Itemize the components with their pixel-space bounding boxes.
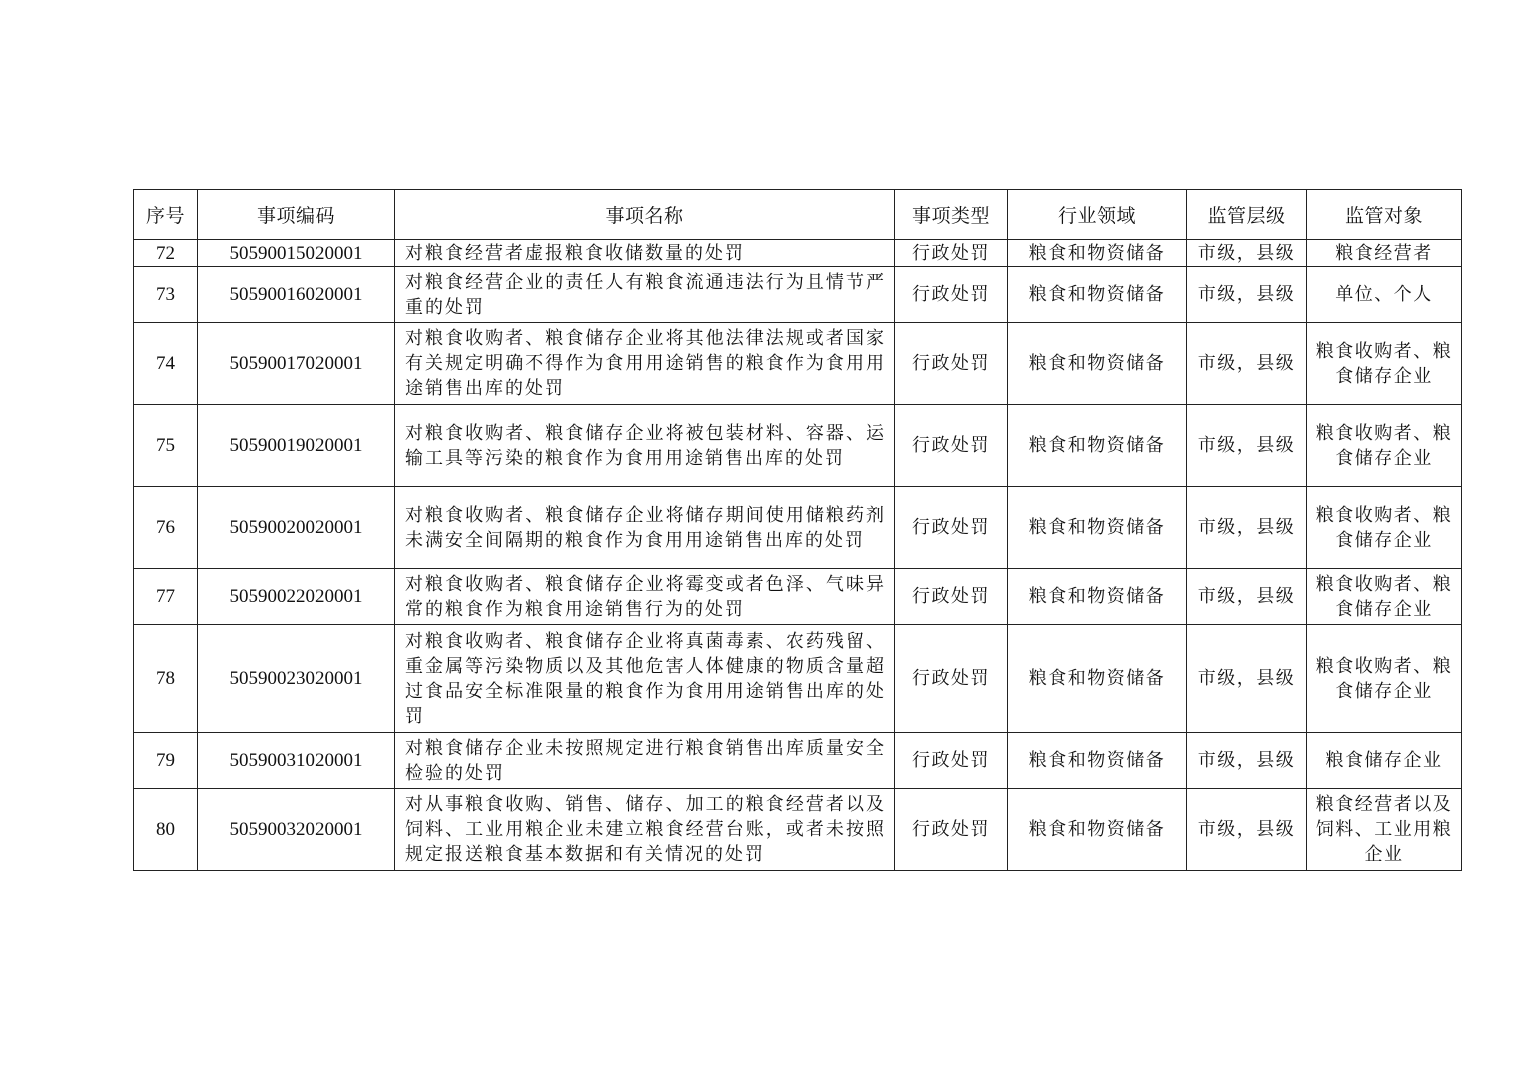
cell-type: 行政处罚 — [895, 405, 1008, 487]
cell-code: 50590032020001 — [198, 789, 395, 871]
table-row — [134, 487, 1462, 569]
cell-seq: 72 — [134, 240, 198, 267]
header-level: 监管层级 — [1187, 190, 1307, 240]
cell-target: 粮食经营者以及饲料、工业用粮企业 — [1307, 789, 1462, 871]
cell-code: 50590022020001 — [198, 569, 395, 625]
cell-level: 市级，县级 — [1187, 323, 1307, 405]
cell-domain: 粮食和物资储备 — [1008, 487, 1187, 569]
cell-code: 50590020020001 — [198, 487, 395, 569]
cell-code: 50590016020001 — [198, 267, 395, 323]
header-name: 事项名称 — [395, 190, 895, 240]
cell-level: 市级，县级 — [1187, 487, 1307, 569]
cell-domain: 粮食和物资储备 — [1008, 789, 1187, 871]
table-body — [134, 240, 1462, 871]
cell-name: 对粮食收购者、粮食储存企业将其他法律法规或者国家有关规定明确不得作为食用用途销售的粮食作为食用用途销售出库的处罚 — [395, 323, 895, 405]
cell-level: 市级，县级 — [1187, 789, 1307, 871]
table-row — [134, 569, 1462, 625]
cell-seq: 78 — [134, 625, 198, 733]
cell-name: 对从事粮食收购、销售、储存、加工的粮食经营者以及饲料、工业用粮企业未建立粮食经营台账，或者未按照规定报送粮食基本数据和有关情况的处罚 — [395, 789, 895, 871]
cell-target: 粮食收购者、粮食储存企业 — [1307, 487, 1462, 569]
cell-seq: 80 — [134, 789, 198, 871]
cell-code: 50590017020001 — [198, 323, 395, 405]
cell-domain: 粮食和物资储备 — [1008, 405, 1187, 487]
table-row — [134, 733, 1462, 789]
cell-level: 市级，县级 — [1187, 405, 1307, 487]
cell-target: 粮食收购者、粮食储存企业 — [1307, 405, 1462, 487]
cell-name: 对粮食经营者虚报粮食收储数量的处罚 — [395, 240, 895, 267]
cell-domain: 粮食和物资储备 — [1008, 569, 1187, 625]
cell-seq: 75 — [134, 405, 198, 487]
cell-level: 市级，县级 — [1187, 733, 1307, 789]
cell-domain: 粮食和物资储备 — [1008, 733, 1187, 789]
cell-type: 行政处罚 — [895, 323, 1008, 405]
cell-type: 行政处罚 — [895, 625, 1008, 733]
cell-code: 50590031020001 — [198, 733, 395, 789]
cell-domain: 粮食和物资储备 — [1008, 323, 1187, 405]
header-code: 事项编码 — [198, 190, 395, 240]
header-target: 监管对象 — [1307, 190, 1462, 240]
cell-seq: 74 — [134, 323, 198, 405]
table-row — [134, 323, 1462, 405]
cell-code: 50590015020001 — [198, 240, 395, 267]
cell-level: 市级，县级 — [1187, 267, 1307, 323]
cell-name: 对粮食收购者、粮食储存企业将霉变或者色泽、气味异常的粮食作为粮食用途销售行为的处罚 — [395, 569, 895, 625]
cell-target: 粮食收购者、粮食储存企业 — [1307, 569, 1462, 625]
header-row — [134, 190, 1462, 240]
table-header — [134, 190, 1462, 240]
cell-seq: 76 — [134, 487, 198, 569]
cell-code: 50590019020001 — [198, 405, 395, 487]
header-seq: 序号 — [134, 190, 198, 240]
table-row — [134, 267, 1462, 323]
cell-target: 粮食收购者、粮食储存企业 — [1307, 323, 1462, 405]
cell-type: 行政处罚 — [895, 487, 1008, 569]
cell-seq: 79 — [134, 733, 198, 789]
cell-level: 市级，县级 — [1187, 240, 1307, 267]
cell-domain: 粮食和物资储备 — [1008, 625, 1187, 733]
cell-type: 行政处罚 — [895, 240, 1008, 267]
cell-name: 对粮食收购者、粮食储存企业将被包装材料、容器、运输工具等污染的粮食作为食用用途销售出库的处罚 — [395, 405, 895, 487]
cell-name: 对粮食收购者、粮食储存企业将储存期间使用储粮药剂未满安全间隔期的粮食作为食用用途销售出库的处罚 — [395, 487, 895, 569]
cell-domain: 粮食和物资储备 — [1008, 267, 1187, 323]
header-type: 事项类型 — [895, 190, 1008, 240]
cell-type: 行政处罚 — [895, 789, 1008, 871]
regulatory-items-table — [133, 189, 1462, 871]
cell-name: 对粮食储存企业未按照规定进行粮食销售出库质量安全检验的处罚 — [395, 733, 895, 789]
table-row — [134, 789, 1462, 871]
cell-domain: 粮食和物资储备 — [1008, 240, 1187, 267]
cell-target: 粮食储存企业 — [1307, 733, 1462, 789]
cell-target: 粮食收购者、粮食储存企业 — [1307, 625, 1462, 733]
table-row — [134, 240, 1462, 267]
header-domain: 行业领域 — [1008, 190, 1187, 240]
cell-target: 单位、个人 — [1307, 267, 1462, 323]
cell-target: 粮食经营者 — [1307, 240, 1462, 267]
cell-code: 50590023020001 — [198, 625, 395, 733]
cell-name: 对粮食经营企业的责任人有粮食流通违法行为且情节严重的处罚 — [395, 267, 895, 323]
cell-level: 市级，县级 — [1187, 569, 1307, 625]
cell-seq: 73 — [134, 267, 198, 323]
cell-seq: 77 — [134, 569, 198, 625]
table-row — [134, 625, 1462, 733]
cell-type: 行政处罚 — [895, 569, 1008, 625]
table-row — [134, 405, 1462, 487]
cell-type: 行政处罚 — [895, 733, 1008, 789]
cell-level: 市级，县级 — [1187, 625, 1307, 733]
cell-type: 行政处罚 — [895, 267, 1008, 323]
cell-name: 对粮食收购者、粮食储存企业将真菌毒素、农药残留、重金属等污染物质以及其他危害人体健康的物质含量超过食品安全标准限量的粮食作为食用用途销售出库的处罚 — [395, 625, 895, 733]
